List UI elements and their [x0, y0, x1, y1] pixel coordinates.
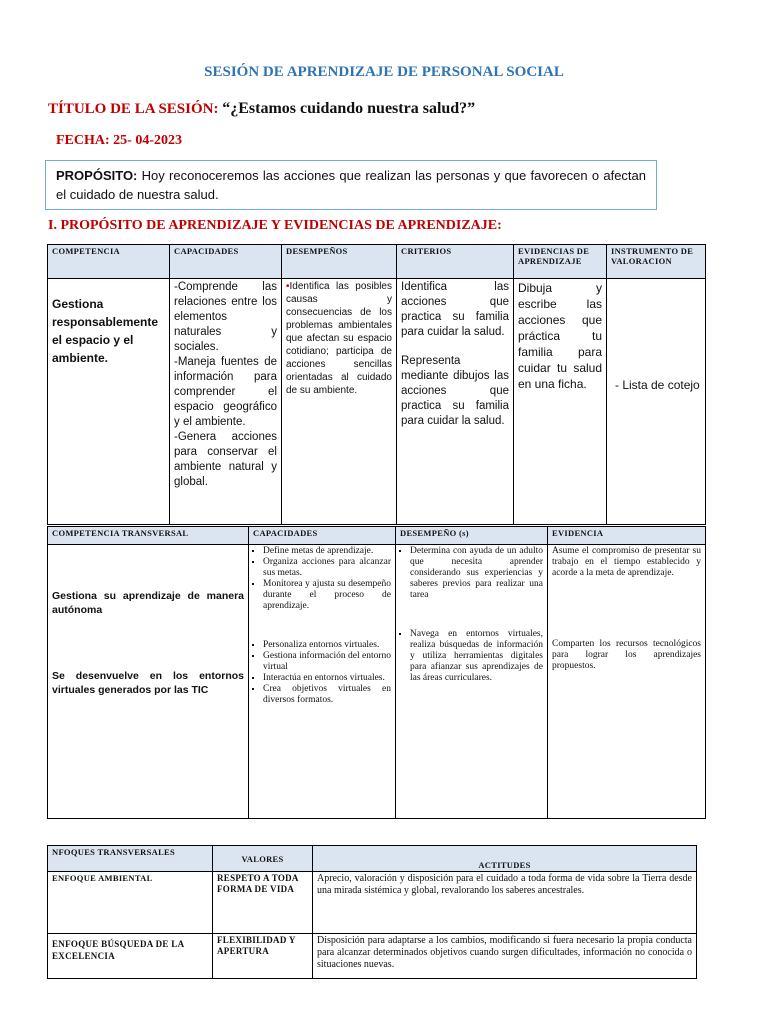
list-item: ▪ Crea objetivos virtuales en diversos formatos.: [263, 684, 391, 706]
session-title-value: “¿Estamos cuidando nuestra salud?”: [222, 100, 476, 117]
header-evidencias: EVIDENCIAS DE APRENDIZAJE: [514, 245, 607, 279]
criterio-item: Identifica las acciones que practica su familia para cuidar la salud.: [401, 281, 509, 338]
capacidades-cell: [170, 279, 282, 525]
transversal-desempeno-cell: [396, 545, 548, 819]
learning-purpose-table: [47, 244, 706, 525]
evidencia-item: Asume el compromiso de presentar su trabajo en el tiempo establecido y acorde a la meta de aprendizaje.: [552, 546, 701, 578]
list-item: ▪ Navega en entornos virtuales, realiza búsquedas de información y utiliza herramientas digitales para afianzar sus aprendizajes de las áreas curriculares.: [410, 629, 543, 684]
transversal-competencias-cell: [48, 545, 249, 819]
bullet-icon: •: [286, 281, 290, 292]
competencia-transversal-2: Se desenvuelve en los entornos virtuales generados por las TIC: [52, 670, 244, 696]
header-enfoques: NFOQUES TRANSVERSALES: [48, 846, 213, 872]
header-criterios: CRITERIOS: [397, 245, 514, 279]
purpose-label: PROPÓSITO:: [56, 168, 138, 183]
header-actitudes: ACTITUDES: [313, 846, 697, 872]
transversal-competence-table: [47, 526, 706, 819]
session-date: FECHA: 25- 04-2023: [56, 133, 182, 148]
valor-cell: FLEXIBILIDAD Y APERTURA: [213, 934, 313, 979]
transversal-capacidades-cell: [249, 545, 396, 819]
page-title: SESIÓN DE APRENDIZAJE DE PERSONAL SOCIAL: [204, 64, 564, 80]
competencia-text: Gestiona responsablemente el espacio y el ambiente.: [52, 297, 159, 365]
header-capacidades: CAPACIDADES: [249, 527, 396, 545]
header-instrumento: INSTRUMENTO DE VALORACION: [607, 245, 706, 279]
instrumento-cell: - Lista de cotejo: [607, 279, 706, 525]
competencia-cell: [48, 279, 170, 525]
enfoque-cell: ENFOQUE BÚSQUEDA DE LA EXCELENCIA: [48, 934, 213, 979]
list-item: ▪ Monitorea y ajusta su desempeño durante el proceso de aprendizaje.: [263, 579, 391, 612]
session-title-label: TÍTULO DE LA SESIÓN:: [48, 101, 219, 117]
desempenos-cell: [282, 279, 397, 525]
valor-cell: RESPETO A TODA FORMA DE VIDA: [213, 872, 313, 934]
list-item: ▪ Interactúa en entornos virtuales.: [263, 673, 391, 684]
desempeno-text: Identifica las posibles causas y consecuencias de los problemas ambientales que afectan su espacio cotidiano; participa de acciones sencillas orientadas al cuidado de su ambiente.: [286, 281, 392, 396]
capacidad-item: -Comprende las relaciones entre los elementos naturales y sociales.: [174, 281, 277, 353]
evidencias-cell: Dibuja y escribe las acciones que práctica tu familia para cuidar tu salud en una ficha.: [514, 279, 607, 525]
actitud-cell: Aprecio, valoración y disposición para el cuidado a toda forma de vida sobre la Tierra desde una mirada sistémica y global, revalorando los saberes ancestrales.: [313, 872, 697, 934]
section-heading: I. PROPÓSITO DE APRENDIZAJE Y EVIDENCIAS DE APRENDIZAJE:: [48, 218, 502, 233]
header-evidencia: EVIDENCIA: [548, 527, 706, 545]
header-capacidades: CAPACIDADES: [170, 245, 282, 279]
header-competencia-transversal: COMPETENCIA TRANSVERSAL: [48, 527, 249, 545]
list-item: ▪ Determina con ayuda de un adulto que necesita aprender considerando sus experiencias y saberes previos para realizar una tarea: [410, 546, 543, 601]
list-item: ▪ Gestiona información del entorno virtual: [263, 651, 391, 673]
header-valores: VALORES: [213, 846, 313, 872]
transversal-evidencia-cell: [548, 545, 706, 819]
purpose-box: [45, 160, 657, 210]
capacidad-item: -Genera acciones para conservar el ambiente natural y global.: [174, 431, 277, 488]
header-desempeno: DESEMPEÑO (s): [396, 527, 548, 545]
criterios-cell: [397, 279, 514, 525]
list-item: ▪ Organiza acciones para alcanzar sus metas.: [263, 557, 391, 579]
purpose-text: Hoy reconoceremos las acciones que realizan las personas y que favorecen o afectan el cuidado de nuestra salud.: [56, 168, 646, 202]
transversal-approaches-table: [47, 845, 697, 979]
actitud-cell: Disposición para adaptarse a los cambios, modificando si fuera necesario la propia conducta para alcanzar determinados objetivos cuando surgen dificultades, información no conocida o situaciones nuevas.: [313, 934, 697, 979]
list-item: ▪ Personaliza entornos virtuales.: [263, 640, 391, 651]
criterio-item: Representa mediante dibujos las acciones que practica su familia para cuidar la salud.: [401, 355, 509, 427]
evidencia-item: Comparten los recursos tecnológicos para lograr los aprendizajes propuestos.: [552, 639, 701, 671]
header-competencia: COMPETENCIA: [48, 245, 170, 279]
header-desempenos: DESEMPEÑOS: [282, 245, 397, 279]
session-title-line: [48, 100, 475, 118]
competencia-transversal-1: Gestiona su aprendizaje de manera autónoma: [52, 590, 244, 616]
list-item: ▪ Define metas de aprendizaje.: [263, 546, 391, 557]
capacidad-item: -Maneja fuentes de información para comprender el espacio geográfico y el ambiente.: [174, 356, 277, 428]
enfoque-cell: ENFOQUE AMBIENTAL: [48, 872, 213, 934]
